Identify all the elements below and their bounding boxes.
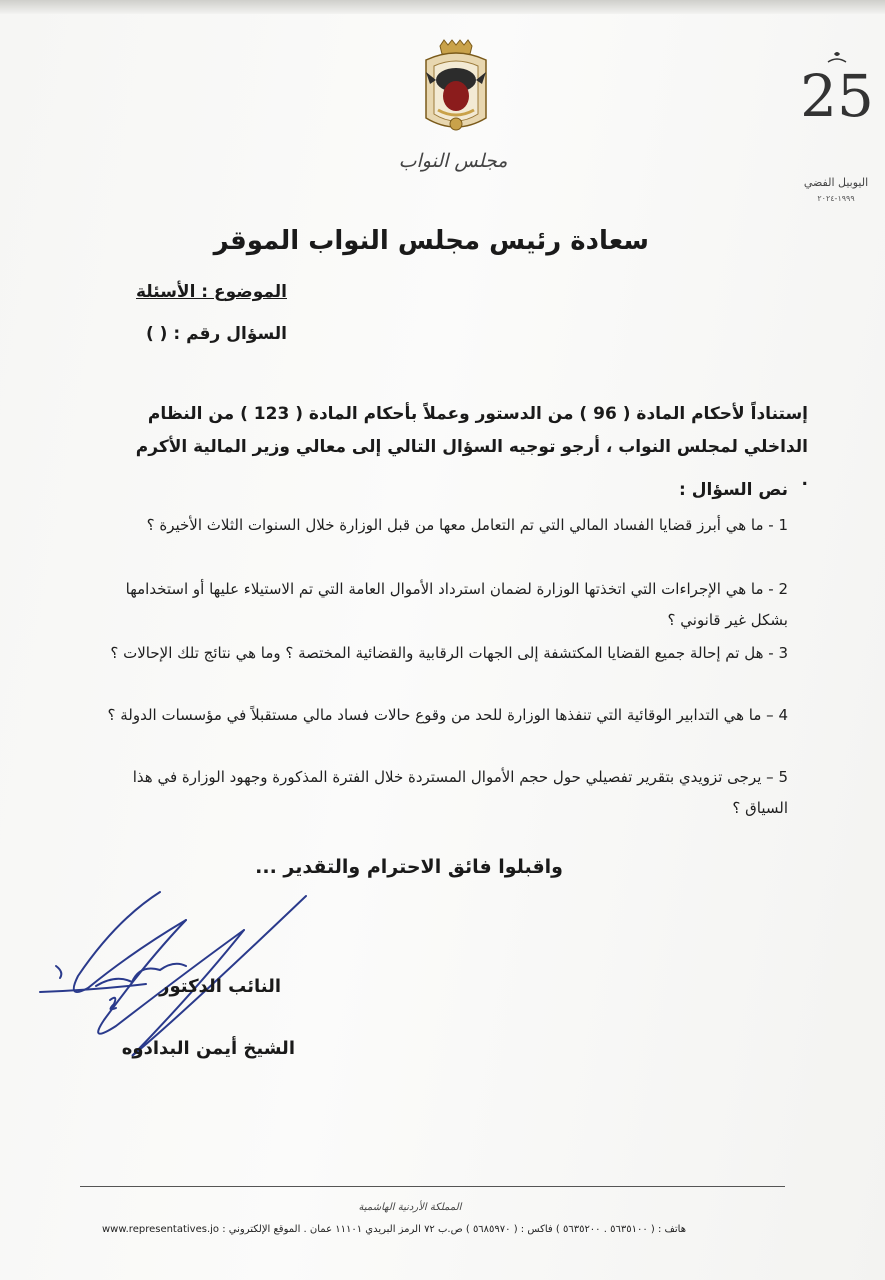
- question-item-2: 2 - ما هي الإجراءات التي اتخذتها الوزارة لضمان استرداد الأموال العامة التي تم الاستيلاء عليها أو استخدامها بشكل غير قانوني ؟: [125, 580, 788, 629]
- question-item-5: 5 – يرجى تزويدي بتقرير تفصيلي حول حجم الأموال المستردة خلال الفترة المذكورة وجهود الوزارة في هذا السياق ؟: [132, 768, 788, 817]
- intro-paragraph: إستناداً لأحكام المادة ( 96 ) من الدستور وعملاً بأحكام المادة ( 123 ) من النظام الداخلي لمجلس النواب ، أرجو توجيه السؤال التالي إلى معالي وزير المالية الأكرم .: [135, 404, 808, 490]
- salutation: سعادة رئيس مجلس النواب الموقر: [213, 226, 649, 256]
- royal-crest-icon: [420, 40, 492, 138]
- signatory-title: النائب الدكتور: [159, 976, 281, 997]
- footer-divider: [80, 1186, 785, 1187]
- subject-line: الموضوع : الأسئلة: [136, 282, 287, 302]
- silver-jubilee-emblem-icon: [800, 50, 874, 178]
- emblem-digit-2: 25: [800, 62, 874, 130]
- jubilee-caption: اليوبيل الفضي: [803, 176, 869, 189]
- signatory-name: الشيخ أيمن البدادوه: [121, 1038, 295, 1059]
- question-item-3: 3 - هل تم إحالة جميع القضايا المكتشفة إلى الجهات الرقابية والقضائية المختصة ؟ وما هي نتائج تلك الإحالات ؟: [110, 644, 788, 662]
- question-number: السؤال رقم : ( ): [145, 324, 287, 344]
- parliament-logo-text: مجلس النواب: [398, 150, 508, 172]
- question-item-1: 1 - ما هي أبرز قضايا الفساد المالي التي تم التعامل معها من قبل الوزارة خلال السنوات الثلاث الأخيرة ؟: [146, 516, 788, 534]
- closing-line: واقبلوا فائق الاحترام والتقدير ...: [255, 856, 563, 878]
- question-item-4: 4 – ما هي التدابير الوقائية التي تنفذها الوزارة للحد من وقوع حالات فساد مالي مستقبلاً في مؤسسات الدولة ؟: [107, 706, 788, 724]
- page-top-shadow: [0, 0, 885, 14]
- footer-contact: هاتف : ( ٥٦٣٥١٠٠ . ٥٦٣٥٢٠٠ ) فاكس : ( ٥٦٨٥٩٧٠ ) ص.ب ٧٢ الرمز البريدي ١١١٠١ عمان . الموقع الإلكتروني : www.representatives.jo: [102, 1224, 686, 1235]
- jubilee-years: ١٩٩٩-٢٠٢٤: [817, 194, 855, 203]
- footer-kingdom-logo: المملكة الأردنية الهاشمية: [358, 1202, 462, 1213]
- questions-heading: نص السؤال :: [679, 480, 788, 500]
